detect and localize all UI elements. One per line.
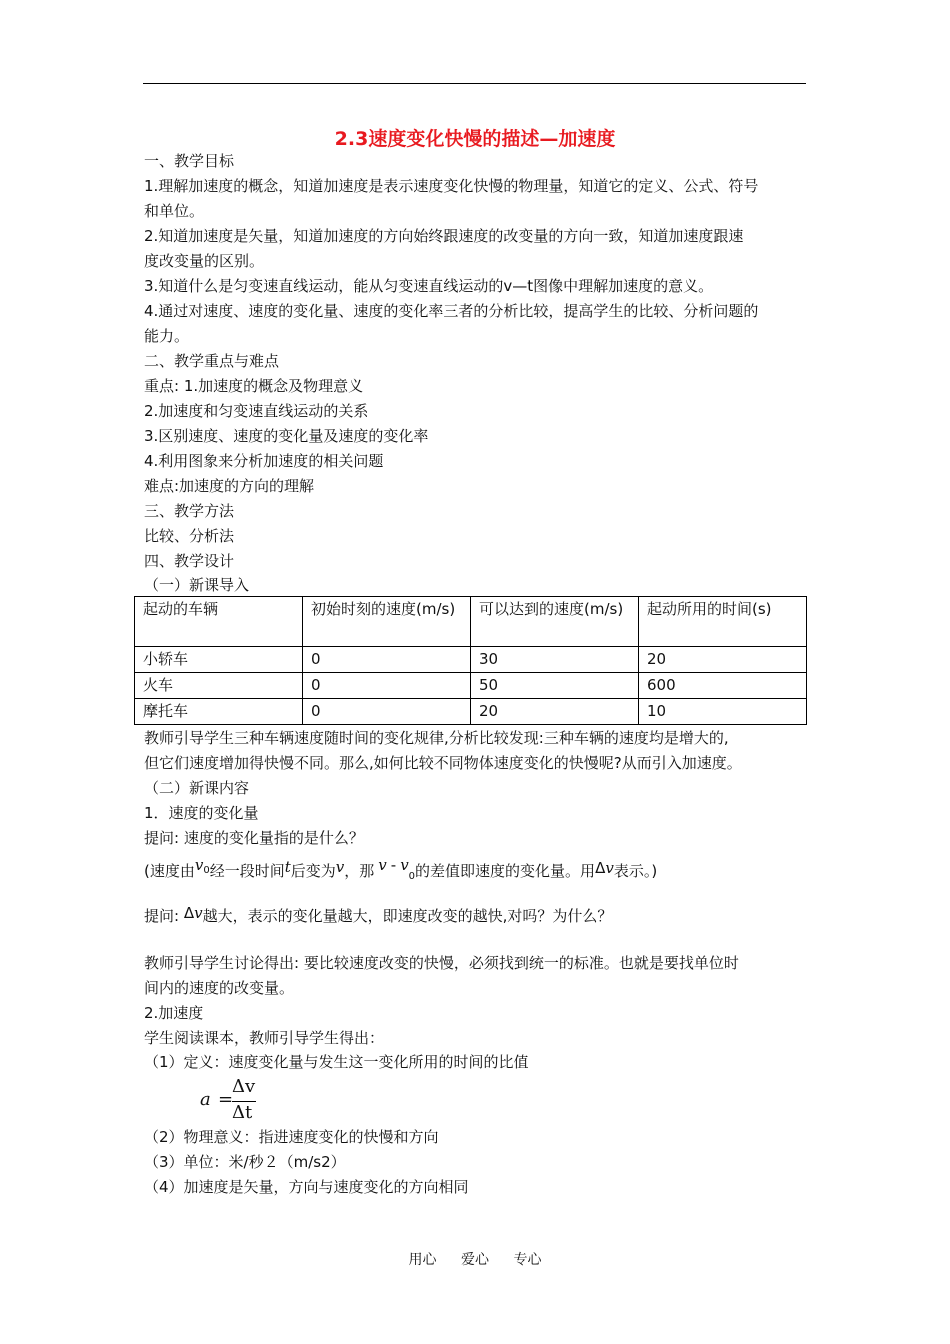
goal-1-line-1: 1.理解加速度的概念，知道加速度是表示速度变化快慢的物理量，知道它的定义、公式、符号 xyxy=(144,177,759,195)
goal-1-line-2: 和单位。 xyxy=(144,202,205,220)
paragraph-1-line-2: 但它们速度增加得快慢不同。那么,如何比较不同物体速度变化的快慢呢?从而引入加速度。 xyxy=(144,754,742,772)
page-title: 2.3速度变化快慢的描述—加速度 xyxy=(334,128,616,150)
question-1: 提问: 速度的变化量指的是什么？ xyxy=(144,829,364,847)
definition-2: （2）物理意义：指进速度变化的快慢和方向 xyxy=(144,1128,439,1146)
section-heading-method: 三、教学方法 xyxy=(144,502,235,520)
table-row xyxy=(135,647,807,673)
definition-4: （4）加速度是矢量，方向与速度变化的方向相同 xyxy=(144,1178,469,1196)
paragraph-3-line-1: 教师引导学生讨论得出: 要比较速度改变的快慢，必须找到统一的标准。也就是要找单位时 xyxy=(144,954,739,972)
page-footer: 用心 爱心 专心 xyxy=(408,1252,542,1268)
table-row xyxy=(135,699,807,725)
difficulty: 难点:加速度的方向的理解 xyxy=(144,477,315,495)
table-cell: 0 xyxy=(303,673,471,699)
goal-3: 3.知道什么是匀变速直线运动，能从匀变速直线运动的v—t图像中理解加速度的意义。 xyxy=(144,277,714,295)
section-heading-design: 四、教学设计 xyxy=(144,552,235,570)
heading-acceleration: 2.加速度 xyxy=(144,1004,204,1022)
table-cell: 50 xyxy=(471,673,639,699)
table-header-cell: 起动的车辆 xyxy=(135,597,303,647)
vehicle-table xyxy=(134,596,807,725)
subsection-content: （二）新课内容 xyxy=(144,779,250,797)
table-cell: 火车 xyxy=(135,673,303,699)
key-point-4: 4.利用图象来分析加速度的相关问题 xyxy=(144,452,384,470)
goal-2-line-1: 2.知道加速度是矢量，知道加速度的方向始终跟速度的改变量的方向一致，知道加速度跟速 xyxy=(144,227,744,245)
table-cell: 600 xyxy=(639,673,807,699)
table-header-row xyxy=(135,597,807,647)
section-heading-goals: 一、教学目标 xyxy=(144,152,235,170)
table-cell: 30 xyxy=(471,647,639,673)
table-cell: 20 xyxy=(639,647,807,673)
table-cell: 20 xyxy=(471,699,639,725)
key-point-1: 重点: 1.加速度的概念及物理意义 xyxy=(144,377,364,395)
definition-3: （3）单位：米/秒２（m/s2） xyxy=(144,1153,346,1171)
key-point-3: 3.区别速度、速度的变化量及速度的变化率 xyxy=(144,427,429,445)
subsection-intro: （一）新课导入 xyxy=(144,576,250,594)
goal-4-line-2: 能力。 xyxy=(144,327,190,345)
table-cell: 10 xyxy=(639,699,807,725)
table-cell: 小轿车 xyxy=(135,647,303,673)
section-heading-key-points: 二、教学重点与难点 xyxy=(144,352,280,370)
table-cell: 0 xyxy=(303,647,471,673)
key-point-2: 2.加速度和匀变速直线运动的关系 xyxy=(144,402,369,420)
paragraph-1-line-1: 教师引导学生三种车辆速度随时间的变化规律,分析比较发现:三种车辆的速度均是增大的, xyxy=(144,729,729,747)
table-header-cell: 可以达到的速度(m/s) xyxy=(471,597,639,647)
definition-1: （1）定义：速度变化量与发生这一变化所用的时间的比值 xyxy=(144,1053,529,1071)
paragraph-4: 学生阅读课本，教师引导学生得出： xyxy=(144,1029,385,1047)
paragraph-3-line-2: 间内的速度的改变量。 xyxy=(144,979,295,997)
table-header-cell: 初始时刻的速度(m/s) xyxy=(303,597,471,647)
question-2: 提问: Δv越大，表示的变化量越大，即速度改变的越快,对吗？为什么？ xyxy=(144,904,613,925)
table-cell: 摩托车 xyxy=(135,699,303,725)
goal-4-line-1: 4.通过对速度、速度的变化量、速度的变化率三者的分析比较，提高学生的比较、分析问题的 xyxy=(144,302,759,320)
header-rule xyxy=(143,83,806,84)
table-header-cell: 起动所用的时间(s) xyxy=(639,597,807,647)
table-row xyxy=(135,673,807,699)
table-cell: 0 xyxy=(303,699,471,725)
method-text: 比较、分析法 xyxy=(144,527,235,545)
velocity-change-explanation: (速度由$v^0$经一段时间t后变为v，那 v - $v_0$的差值即速度的变化量。用Δv表示。) xyxy=(144,856,658,882)
heading-velocity-change: 1．速度的变化量 xyxy=(144,804,259,822)
goal-2-line-2: 度改变量的区别。 xyxy=(144,252,265,270)
